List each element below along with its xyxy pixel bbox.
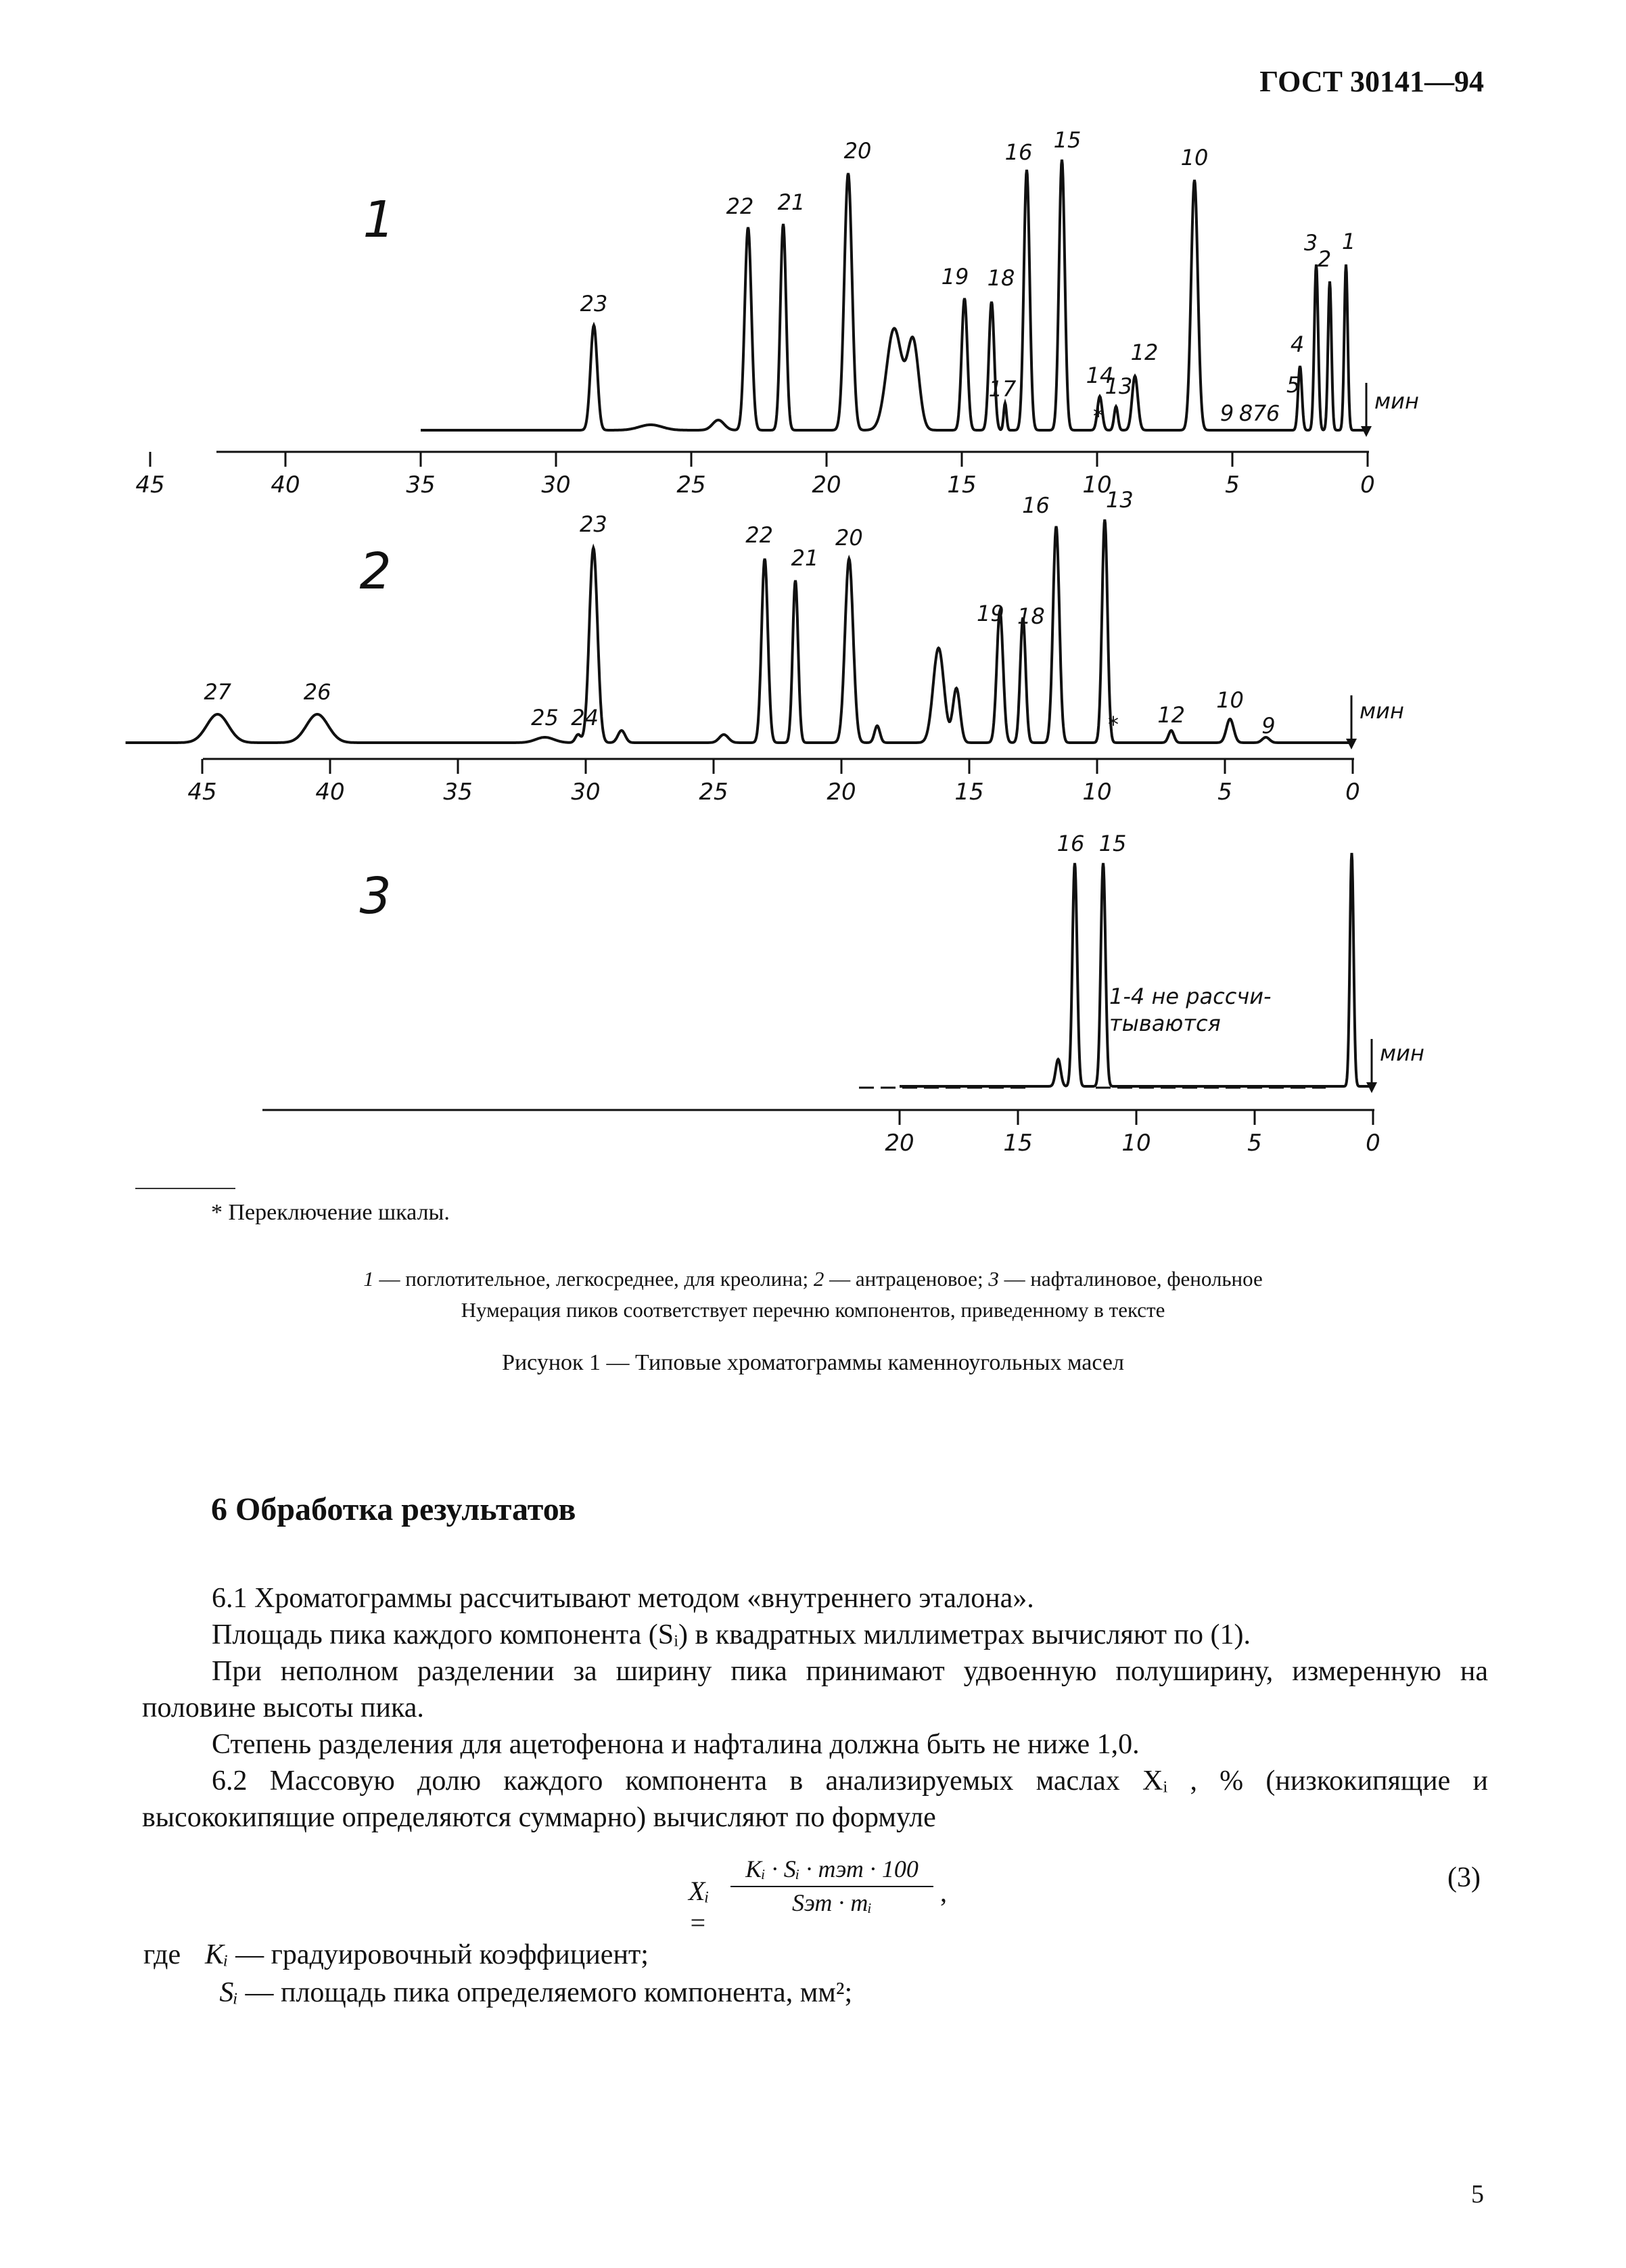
where-text-s: — площадь пика определяемого компонента, мм²; — [245, 1977, 853, 2008]
chart-3-note-line-1: 1-4 не рассчи- — [1109, 983, 1272, 1009]
chart-2-tick-label: 0 — [1345, 779, 1360, 806]
chart-1-peak-label-16: 16 — [1004, 139, 1033, 165]
chart-3-min-label: мин — [1380, 1040, 1424, 1066]
formula-numerator: Kᵢ · Sᵢ · mэт · 100 — [730, 1855, 933, 1887]
where-line-1 — [143, 1939, 649, 1971]
chart-2-tick-label: 30 — [571, 779, 601, 806]
chart-2-peak-label-16: 16 — [1022, 492, 1050, 518]
chart-3-title: 3 — [359, 867, 392, 925]
figure-legend-line-2: Нумерация пиков соответствует перечню компонентов, приведенному в тексте — [461, 1298, 1165, 1322]
footnote: * Переключение шкалы. — [211, 1200, 450, 1225]
legend-key-3: 3 — [988, 1267, 999, 1291]
chart-1-tick-label: 20 — [812, 471, 841, 499]
chart-1-peak-label-6: 6 — [1265, 400, 1280, 426]
chart-2-tick-label: 10 — [1082, 779, 1112, 806]
chart-2-tick-label: 20 — [827, 779, 856, 806]
chart-1-tick-label: 30 — [541, 471, 571, 499]
section-title: 6 Обработка результатов — [211, 1491, 576, 1527]
chart-3-peak-label-16: 16 — [1056, 831, 1085, 856]
chart-2-peak-label-20: 20 — [835, 525, 863, 551]
chart-1-peak-label-17: 17 — [988, 376, 1017, 402]
chart-2-peak-label-26: 26 — [303, 679, 331, 705]
chart-2-tick-label: 45 — [187, 779, 217, 806]
chart-2-tick-label: 15 — [954, 779, 984, 806]
chart-1-peak-label-19: 19 — [941, 264, 969, 290]
chart-2-peak-label-10: 10 — [1216, 687, 1244, 713]
chart-1-tick-label: 15 — [947, 471, 977, 499]
formula-fraction — [730, 1855, 933, 1917]
legend-text-3: — нафталиновое, фенольное — [998, 1267, 1263, 1291]
chart-2-tick-label: 5 — [1217, 779, 1232, 806]
where-text-k: — градуировочный коэффициент; — [235, 1939, 649, 1970]
formula-denominator: Sэт · mᵢ — [791, 1889, 873, 1916]
figure-legend-line-1 — [0, 1264, 1626, 1295]
paragraph-area: Площадь пика каждого компонента (Sᵢ) в квадратных миллиметрах вычисляют по (1). — [212, 1619, 1251, 1650]
chart-2-peak-label-21: 21 — [791, 545, 819, 571]
chart-1-peak-label-21: 21 — [777, 189, 806, 215]
chart-1-peak-label-8: 8 — [1238, 400, 1253, 426]
chart-2-peak-label-19: 19 — [977, 601, 1004, 626]
where-prefix: где — [143, 1939, 181, 1970]
chart-1-tick-label: 0 — [1360, 471, 1375, 499]
chart-1-tick-label: 10 — [1082, 471, 1112, 499]
chart-1-peak-label-14: 14 — [1086, 363, 1114, 388]
chart-3-tick-label: 5 — [1247, 1130, 1262, 1157]
chart-2-peak-label-13: 13 — [1105, 487, 1134, 513]
chart-3-tick-label: 0 — [1366, 1130, 1380, 1157]
chart-1-peak-label-15: 15 — [1053, 127, 1082, 153]
legend-key-1: 1 — [363, 1267, 374, 1291]
footnote-rule — [135, 1188, 235, 1189]
chart-2-tick-label: 35 — [443, 779, 473, 806]
chart-1-peak-label-1: 1 — [1341, 229, 1356, 254]
chart-1-tick-label: 35 — [406, 471, 436, 499]
legend-text-1: — поглотительное, легкосреднее, для креолина; — [373, 1267, 814, 1291]
chart-1-peak-label-5: 5 — [1286, 372, 1301, 398]
chart-1-peak-label-3: 3 — [1303, 230, 1318, 256]
chart-1-peak-label-4: 4 — [1290, 331, 1305, 357]
chart-2-peak-label-9: 9 — [1261, 713, 1276, 739]
chart-2-peak-label-24: 24 — [571, 705, 599, 731]
chart-2-peak-label-18: 18 — [1017, 603, 1045, 629]
paragraph-6-1: 6.1 Хроматограммы рассчитывают методом «внутреннего эталона». — [212, 1583, 1034, 1614]
scale-switch-mark-2: * — [1108, 712, 1119, 737]
chart-1-peak-label-23: 23 — [580, 291, 608, 317]
chart-2-peak-label-22: 22 — [745, 522, 773, 548]
chart-2-peak-label-25: 25 — [531, 705, 559, 731]
where-line-2 — [143, 1976, 852, 2009]
chart-2-min-label: мин — [1360, 698, 1404, 724]
chart-2-peak-label-27: 27 — [204, 679, 232, 705]
formula-lhs: Xᵢ = — [689, 1876, 710, 1938]
paragraph-separation: Степень разделения для ацетофенона и нафталина должна быть не ниже 1,0. — [212, 1729, 1140, 1760]
chart-1-peak-label-13: 13 — [1105, 373, 1133, 399]
chart-1-min-label: мин — [1374, 388, 1419, 414]
chart-1-title: 1 — [363, 191, 395, 249]
chart-1-tick-label: 25 — [676, 471, 706, 499]
chart-3-note-line-2: тываются — [1109, 1011, 1221, 1036]
chart-1-peak-label-12: 12 — [1130, 340, 1159, 365]
chart-1-peak-label-22: 22 — [726, 193, 754, 219]
legend-key-2: 2 — [813, 1267, 824, 1291]
chart-2-title: 2 — [359, 542, 392, 601]
chart-2-peak-label-23: 23 — [579, 511, 607, 537]
formula-comma: , — [940, 1877, 947, 1907]
chart-3-tick-label: 10 — [1121, 1130, 1151, 1157]
legend-text-2: — антраценовое; — [824, 1267, 989, 1291]
formula-number: (3) — [1447, 1862, 1481, 1893]
scale-switch-mark-1: * — [1093, 403, 1104, 429]
chart-1-peak-label-2: 2 — [1317, 246, 1332, 272]
paragraph-width: При неполном разделении за ширину пика принимают удвоенную полуширину, измеренную на половине высоты пика. — [142, 1656, 1488, 1723]
paragraph-6-2: 6.2 Массовую долю каждого компонента в анализируемых маслах Xᵢ , % (низкокипящие и высококипящие определяются суммарно) вычисляют по формуле — [142, 1765, 1488, 1833]
chart-1-peak-label-10: 10 — [1180, 145, 1209, 170]
chart-1-peak-label-9: 9 — [1220, 400, 1234, 426]
figure-caption: Рисунок 1 — Типовые хроматограммы каменноугольных масел — [502, 1350, 1124, 1375]
chart-1-tick-label: 5 — [1225, 471, 1240, 499]
where-symbol-s: Sᵢ — [219, 1977, 238, 2008]
chart-1-peak-label-18: 18 — [987, 265, 1015, 291]
chart-3-trace — [900, 853, 1373, 1086]
where-symbol-k: Kᵢ — [204, 1939, 229, 1970]
chart-1-peak-label-7: 7 — [1252, 400, 1267, 426]
chart-1-trace — [421, 160, 1368, 430]
chart-1-peak-label-20: 20 — [843, 138, 872, 164]
chart-3-tick-label: 15 — [1003, 1130, 1033, 1157]
standard-header: ГОСТ 30141—94 — [1259, 65, 1484, 98]
chart-2-tick-label: 25 — [699, 779, 728, 806]
chart-2-peak-label-12: 12 — [1157, 702, 1185, 728]
chart-3-tick-label: 20 — [885, 1130, 914, 1157]
chart-1-tick-label: 45 — [135, 471, 165, 499]
page-number: 5 — [1471, 2180, 1484, 2208]
chart-3-peak-label-15: 15 — [1098, 831, 1127, 856]
chart-2-tick-label: 40 — [315, 779, 345, 806]
chart-1-tick-label: 40 — [271, 471, 300, 499]
